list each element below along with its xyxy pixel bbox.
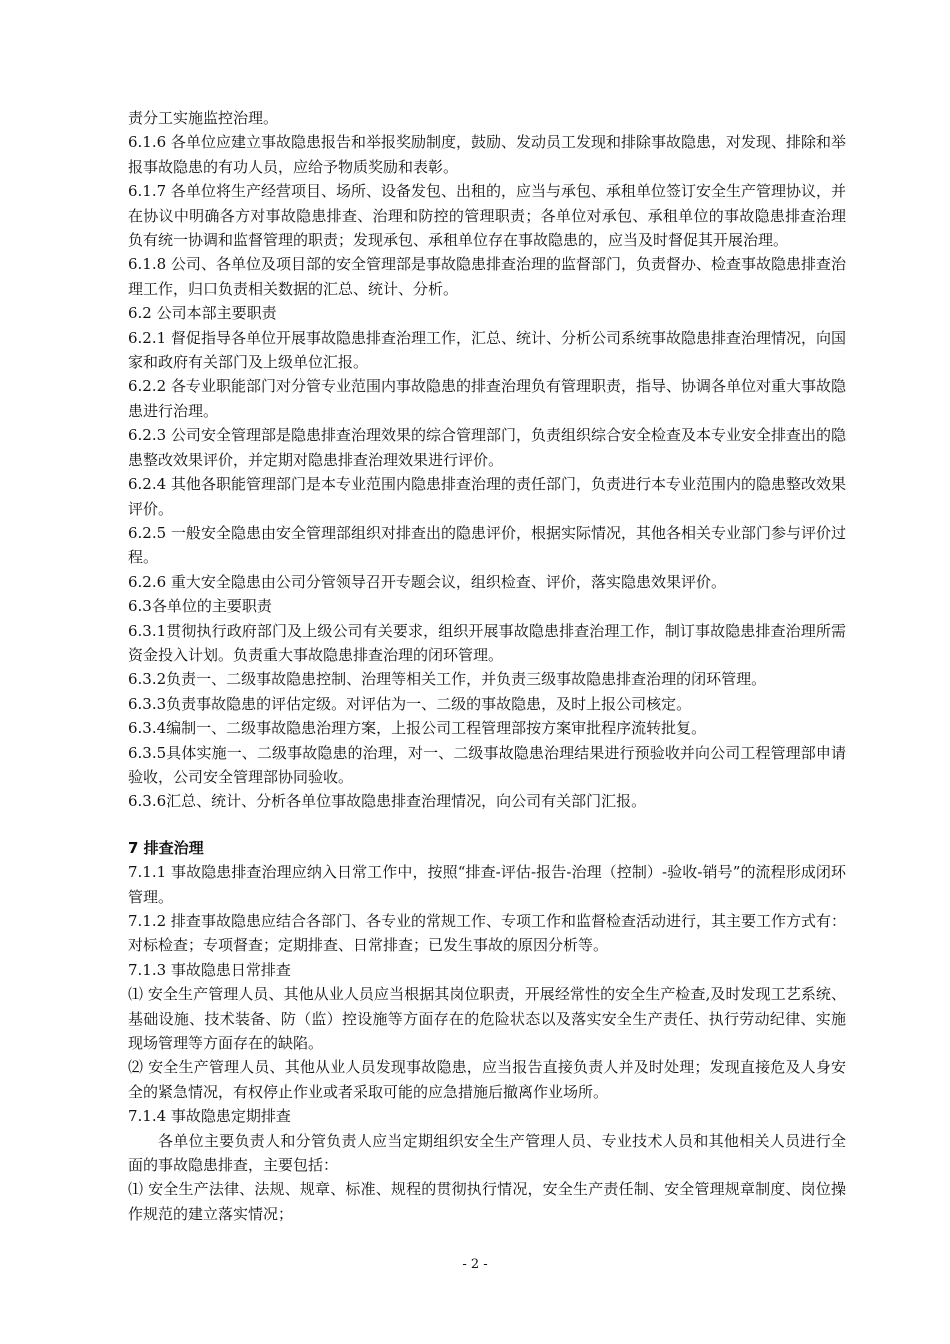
paragraph: 6.3.2负责一、二级事故隐患控制、治理等相关工作，并负责三级事故隐患排查治理的闭环管理。 (128, 670, 767, 689)
paragraph: 6.2.6 重大安全隐患由公司分管领导召开专题会议，组织检查、评价，落实隐患效果评价。 (128, 572, 726, 591)
subsection-title: 6.3各单位的主要职责 (128, 597, 272, 616)
paragraph: 6.2.5 一般安全隐患由安全管理部组织对排查出的隐患评价，根据实际情况，其他各相关专业部门参与评价过程。 (128, 523, 846, 567)
subsection-title: 7.1.3 事故隐患日常排查 (128, 960, 291, 979)
paragraph: 6.2.2 各专业职能部门对分管专业范围内事故隐患的排查治理负有管理职责，指导、协调各单位对重大事故隐患进行治理。 (128, 377, 846, 420)
list-item: ⑵ 安全生产管理人员、其他从业人员发现事故隐患，应当报告直接负责人并及时处理；发现直接危及人身安全的紧急情况，有权停止作业或者采取可能的应急措施后撤离作业场所。 (128, 1058, 846, 1101)
subsection-title: 7.1.4 事故隐患定期排查 (128, 1107, 291, 1126)
section-heading: 7 排查治理 (128, 838, 204, 857)
document-body (128, 106, 846, 1226)
paragraph: 6.3.6汇总、统计、分析各单位事故隐患排查治理情况，向公司有关部门汇报。 (128, 792, 647, 811)
subsection-title: 6.2 公司本部主要职责 (128, 304, 277, 323)
paragraph: 6.3.1贯彻执行政府部门及上级公司有关要求，组织开展事故隐患排查治理工作，制订事故隐患排查治理所需资金投入计划。负责重大事故隐患排查治理的闭环管理。 (128, 621, 846, 664)
paragraph: 6.2.3 公司安全管理部是隐患排查治理效果的综合管理部门，负责组织综合安全检查及本专业安全排查出的隐患整改效果评价，并定期对隐患排查治理效果进行评价。 (128, 426, 846, 469)
paragraph: 6.2.1 督促指导各单位开展事故隐患排查治理工作，汇总、统计、分析公司系统事故隐患排查治理情况，向国家和政府有关部门及上级单位汇报。 (128, 328, 846, 372)
paragraph: 6.2.4 其他各职能管理部门是本专业范围内隐患排查治理的责任部门，负责进行本专业范围内的隐患整改效果评价。 (128, 475, 846, 518)
paragraph: 责分工实施监控治理。 (128, 109, 279, 127)
paragraph: 7.1.2 排查事故隐患应结合各部门、各专业的常规工作、专项工作和监督检查活动进行，其主要工作方式有：对标检查；专项督查；定期排查、日常排查；已发生事故的原因分析等。 (128, 912, 846, 955)
indented-paragraph: 各单位主要负责人和分管负责人应当定期组织安全生产管理人员、专业技术人员和其他相关人员进行全面的事故隐患排查，主要包括： (128, 1131, 846, 1175)
paragraph: 7.1.1 事故隐患排查治理应纳入日常工作中，按照“排查-评估-报告-治理（控制）-验收-销号”的流程形成闭环管理。 (128, 863, 846, 906)
paragraph: 6.1.7 各单位将生产经营项目、场所、设备发包、出租的，应当与承包、承租单位签订安全生产管理协议，并在协议中明确各方对事故隐患排查、治理和防控的管理职责；各单位对承包、承租单位的事故隐患排查治理负有统一协调和监督管理的职责；发现承包、承租单位存在事故隐患的，应当及时督促其开展治理。 (128, 182, 846, 250)
paragraph: 6.3.3负责事故隐患的评估定级。对评估为一、二级的事故隐患，及时上报公司核定。 (128, 694, 692, 713)
paragraph: 6.1.6 各单位应建立事故隐患报告和举报奖励制度，鼓励、发动员工发现和排除事故隐患，对发现、排除和举报事故隐患的有功人员，应给予物质奖励和表彰。 (128, 133, 846, 176)
paragraph: 6.3.5具体实施一、二级事故隐患的治理，对一、二级事故隐患治理结果进行预验收并向公司工程管理部申请验收，公司安全管理部协同验收。 (128, 743, 846, 786)
page-number: - 2 - (462, 1257, 488, 1272)
list-item: ⑴ 安全生产管理人员、其他从业人员应当根据其岗位职责，开展经常性的安全生产检查,及时发现工艺系统、基础设施、技术装备、防（监）控设施等方面存在的危险状态以及落实安全生产责任、执行劳动纪律、实施现场管理等方面存在的缺陷。 (128, 985, 846, 1053)
paragraph: 6.1.8 公司、各单位及项目部的安全管理部是事故隐患排查治理的监督部门，负责督办、检查事故隐患排查治理工作，归口负责相关数据的汇总、统计、分析。 (128, 255, 846, 298)
list-item: ⑴ 安全生产法律、法规、规章、标准、规程的贯彻执行情况，安全生产责任制、安全管理规章制度、岗位操作规范的建立落实情况； (128, 1180, 846, 1223)
paragraph: 6.3.4编制一、二级事故隐患治理方案，上报公司工程管理部按方案审批程序流转批复。 (128, 719, 707, 738)
